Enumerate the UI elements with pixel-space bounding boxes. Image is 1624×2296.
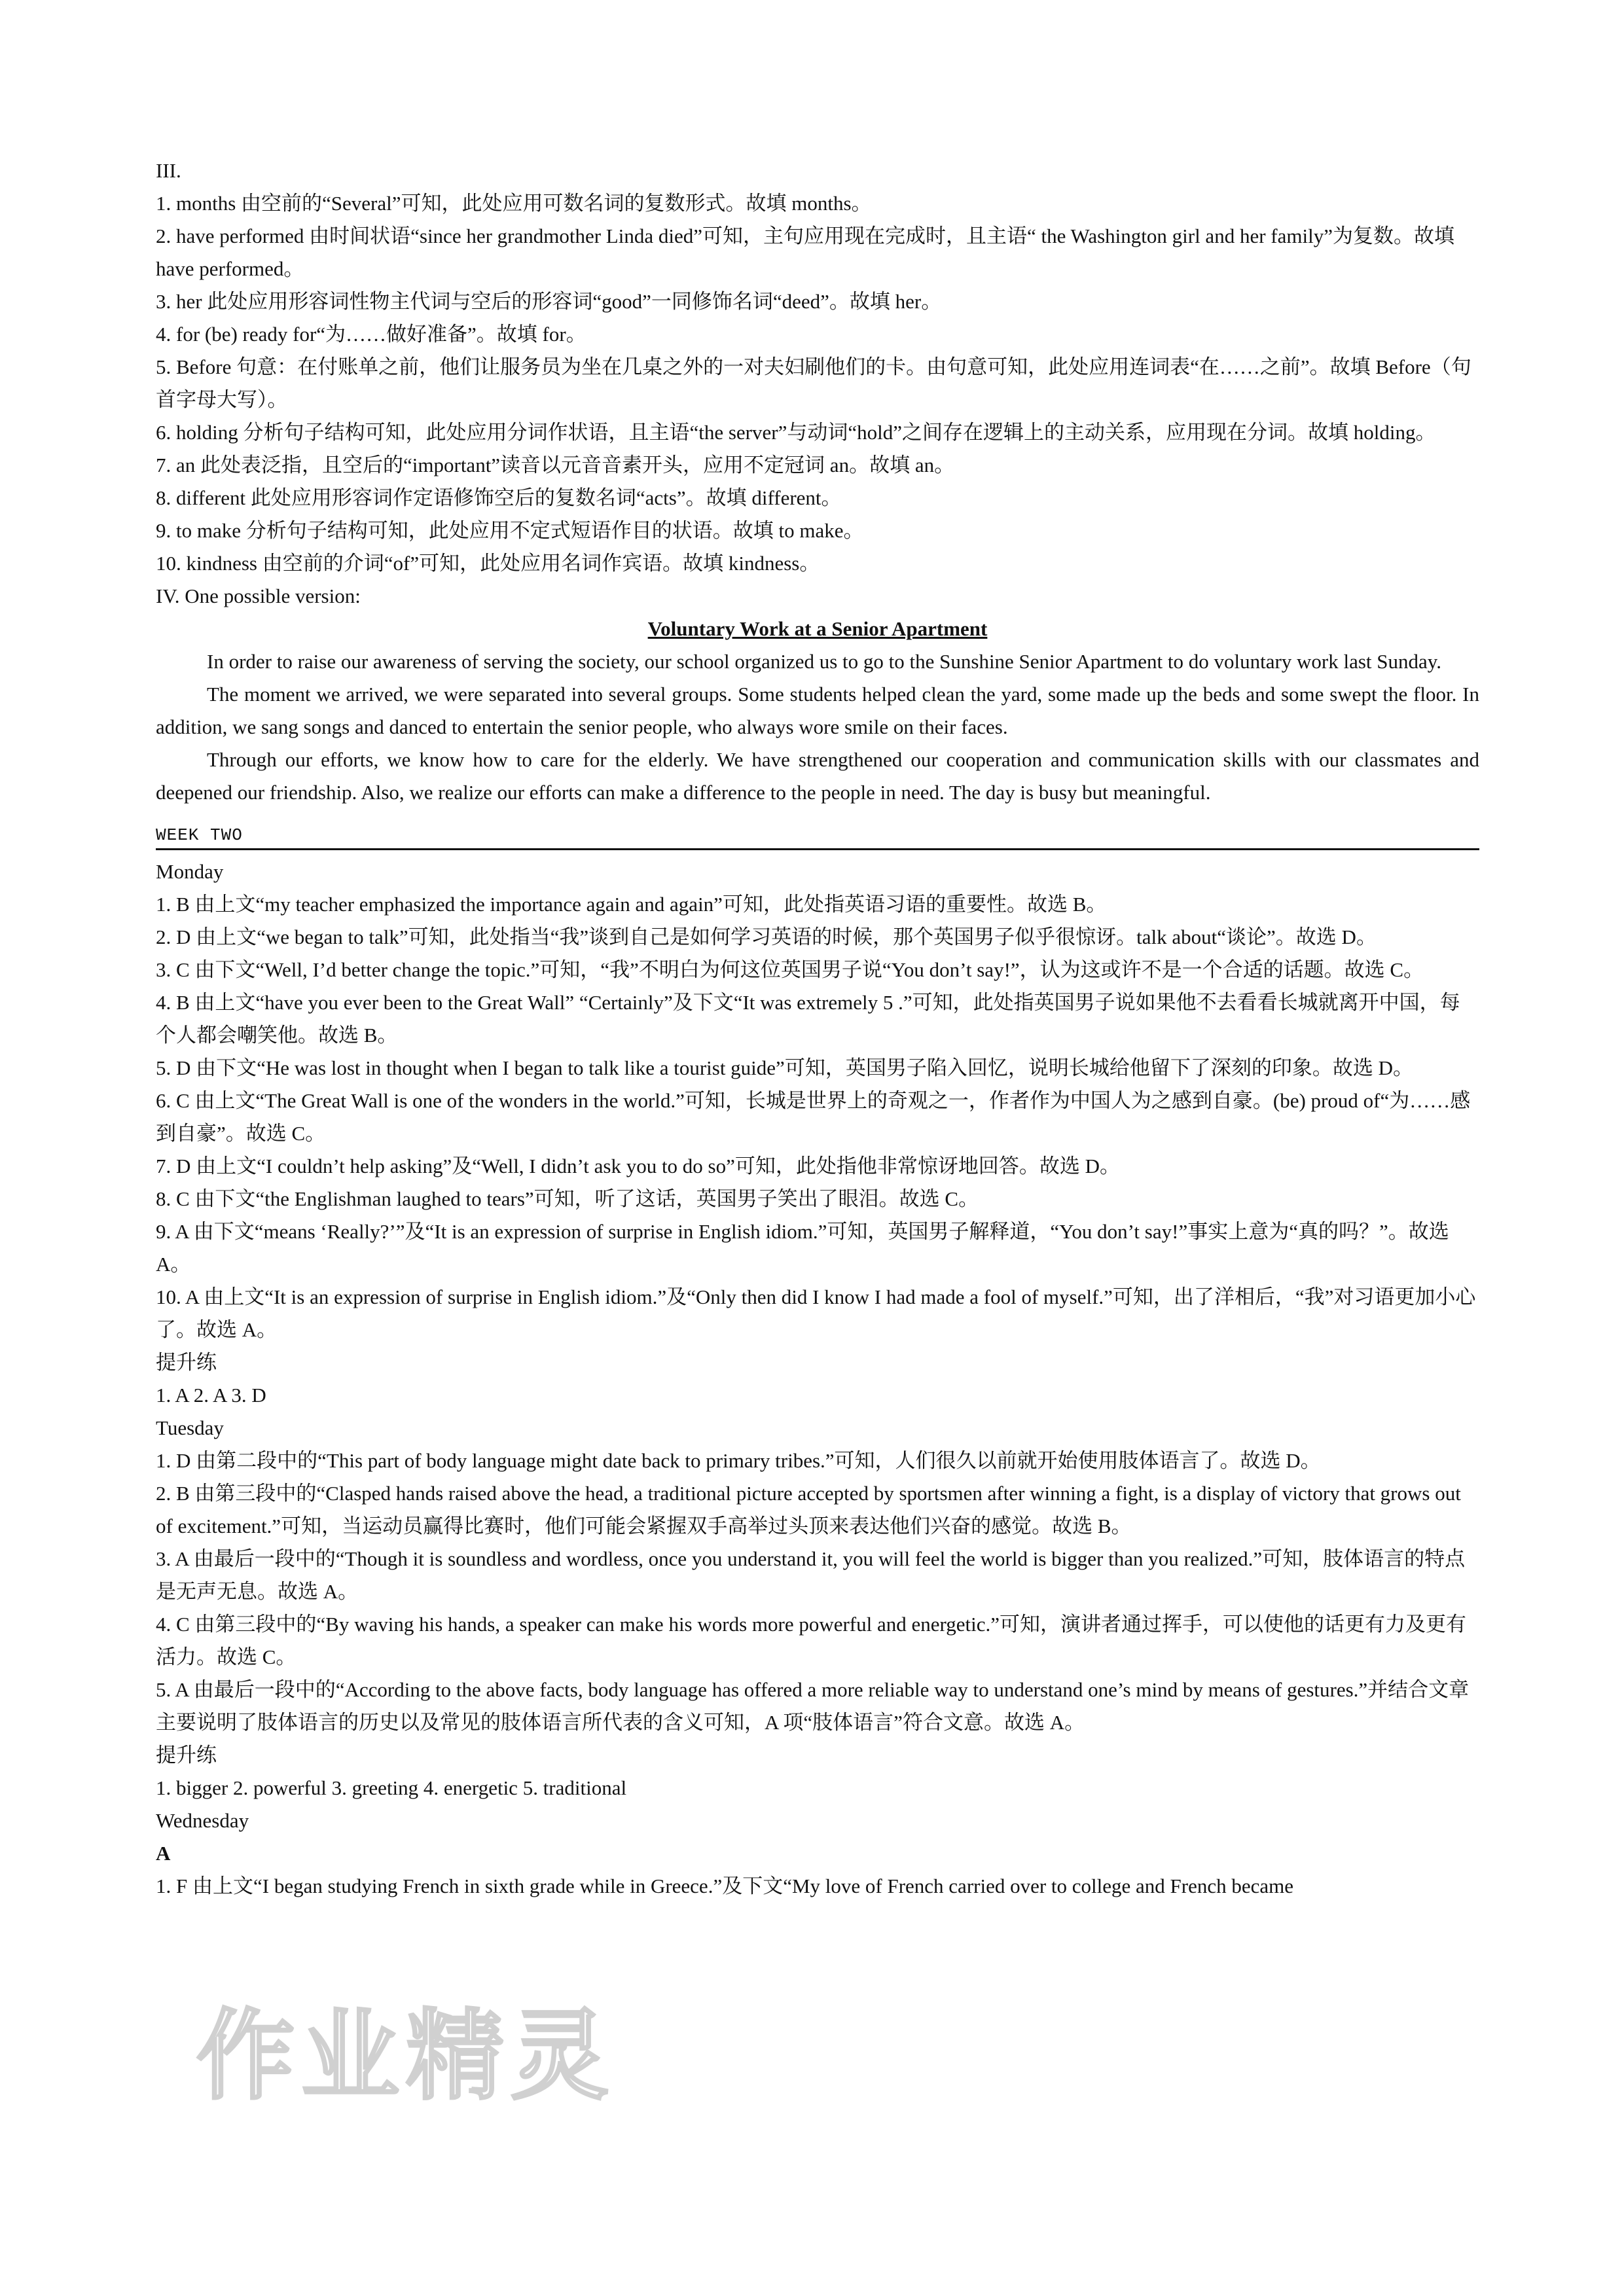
- list-item: 8. C 由下文“the Englishman laughed to tears”可知，听了这话，英国男子笑出了眼泪。故选 C。: [156, 1187, 979, 1210]
- list-item: 3. C 由下文“Well, I’d better change the topic.”可知，“我”不明白为何这位英国男子说“You don’t say!”，认为这或许不是一个合适的话题。故选 C。: [156, 958, 1424, 981]
- list-item: 4. B 由上文“have you ever been to the Great Wall” “Certainly”及下文“It was extremely 5 .”可知，此处指英国男子说如果他不去看看长城就离开中国，每个人都会嘲笑他。故选 B。: [156, 991, 1460, 1047]
- list-item: 10. A 由上文“It is an expression of surprise in English idiom.”及“Only then did I know I had made a fool of myself.”可知，出了洋相后，“我”对习语更加小心了。故选 A。: [156, 1285, 1476, 1341]
- list-item: 1. D 由第二段中的“This part of body language might date back to primary tribes.”可知，人们很久以前就开始使用肢体语言了。故选 D。: [156, 1449, 1321, 1472]
- essay-paragraph: Through our efforts, we know how to care for the elderly. We have strengthened our cooperation and communication skills with our classmates and deepened our friendship. Also, we realize our efforts can make a difference to the people in need. The day is busy but meaningful.: [156, 748, 1479, 804]
- list-item: 10. kindness 由空前的介词“of”可知，此处应用名词作宾语。故填 kindness。: [156, 552, 820, 575]
- list-item: 5. D 由下文“He was lost in thought when I began to talk like a tourist guide”可知，英国男子陷入回忆，说明长城给他留下了深刻的印象。故选 D。: [156, 1056, 1413, 1079]
- list-item: 6. C 由上文“The Great Wall is one of the wonders in the world.”可知，长城是世界上的奇观之一，作者作为中国人为之感到自豪。(be) proud of“为……感到自豪”。故选 C。: [156, 1089, 1471, 1145]
- list-item: 2. D 由上文“we began to talk”可知，此处指当“我”谈到自己是如何学习英语的时候，那个英国男子似乎很惊讶。talk about“谈论”。故选 D。: [156, 925, 1377, 948]
- list-item: 1. F 由上文“I began studying French in sixth grade while in Greece.”及下文“My love of French carried over to college and French became: [156, 1874, 1294, 1897]
- essay-title: Voluntary Work at a Senior Apartment: [647, 617, 988, 640]
- list-item: 6. holding 分析句子结构可知，此处应用分词作状语，且主语“the server”与动词“hold”之间存在逻辑上的主动关系，应用现在分词。故填 holding。: [156, 421, 1436, 444]
- list-item: 3. A 由最后一段中的“Though it is soundless and wordless, once you understand it, you will feel the world is bigger than you realized.”可知，肢体语言的特点是无声无息。故选 A。: [156, 1547, 1466, 1603]
- list-item: 7. an 此处表泛指，且空后的“important”读音以元音音素开头，应用不定冠词 an。故填 an。: [156, 454, 955, 476]
- list-item: 2. B 由第三段中的“Clasped hands raised above the head, a traditional picture accepted by sportsmen after winning a fight, is a display of victory that grows out of excitement.”可知，当运动员赢得比赛时，他们可能会紧握双手高举过头顶来表达他们兴奋的感觉。故选 B。: [156, 1482, 1461, 1537]
- watermark-logo: 作业精灵: [196, 2000, 616, 2113]
- list-item: 1. months 由空前的“Several”可知，此处应用可数名词的复数形式。故填 months。: [156, 192, 872, 215]
- list-item: 1. B 由上文“my teacher emphasized the importance again and again”可知，此处指英语习语的重要性。故选 B。: [156, 893, 1107, 916]
- essay-paragraph: In order to raise our awareness of serving the society, our school organized us to go to the Sunshine Senior Apartment to do voluntary work last Sunday.: [207, 650, 1442, 673]
- answer-page: [156, 154, 1479, 1903]
- practice-label: 提升练: [156, 1351, 217, 1374]
- list-item: 4. C 由第三段中的“By waving his hands, a speaker can make his words more powerful and energetic.”可知，演讲者通过挥手，可以使他的话更有力及更有活力。故选 C。: [156, 1613, 1467, 1668]
- list-item: 9. A 由下文“means ‘Really?’”及“It is an expression of surprise in English idiom.”可知，英国男子解释道，“You don’t say!”事实上意为“真的吗？”。故选 A。: [156, 1220, 1449, 1276]
- monday-heading: Monday: [156, 860, 224, 883]
- week-header: WEEK TWO: [156, 822, 1479, 850]
- part-label: A: [156, 1842, 171, 1865]
- practice-answers: 1. bigger 2. powerful 3. greeting 4. energetic 5. traditional: [156, 1776, 627, 1799]
- wednesday-heading: Wednesday: [156, 1809, 249, 1832]
- section-4-heading: IV. One possible version:: [156, 584, 361, 607]
- list-item: 4. for (be) ready for“为……做好准备”。故填 for。: [156, 323, 586, 346]
- practice-answers: 1. A 2. A 3. D: [156, 1384, 266, 1407]
- list-item: 2. have performed 由时间状语“since her grandmother Linda died”可知，主句应用现在完成时，且主语“ the Washington girl and her family”为复数。故填 have performed。: [156, 224, 1454, 280]
- list-item: 3. her 此处应用形容词性物主代词与空后的形容词“good”一同修饰名词“deed”。故填 her。: [156, 290, 942, 313]
- tuesday-heading: Tuesday: [156, 1416, 224, 1439]
- section-3-heading: III.: [156, 159, 181, 182]
- list-item: 8. different 此处应用形容词作定语修饰空后的复数名词“acts”。故填 different。: [156, 486, 842, 509]
- essay-paragraph: The moment we arrived, we were separated into several groups. Some students helped clean the yard, some made up the beds and some swept the floor. In addition, we sang songs and danced to entertain the senior people, who always wore smile on their faces.: [156, 683, 1479, 738]
- list-item: 5. Before 句意：在付账单之前，他们让服务员为坐在几桌之外的一对夫妇刷他们的卡。由句意可知，此处应用连词表“在……之前”。故填 Before（句首字母大写）。: [156, 355, 1471, 411]
- practice-label: 提升练: [156, 1744, 217, 1767]
- list-item: 9. to make 分析句子结构可知，此处应用不定式短语作目的状语。故填 to make。: [156, 519, 864, 542]
- list-item: 5. A 由最后一段中的“According to the above facts, body language has offered a more reliable way to understand one’s mind by means of gestures.”并结合文章主要说明了肢体语言的历史以及常见的肢体语言所代表的含义可知，A 项“肢体语言”符合文意。故选 A。: [156, 1678, 1470, 1734]
- list-item: 7. D 由上文“I couldn’t help asking”及“Well, I didn’t ask you to do so”可知，此处指他非常惊讶地回答。故选 D。: [156, 1155, 1121, 1177]
